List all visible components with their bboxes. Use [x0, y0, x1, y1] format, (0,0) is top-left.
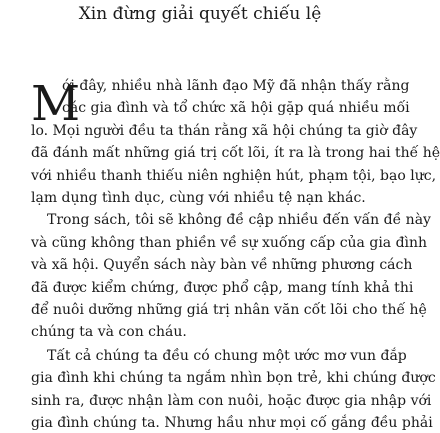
text-line: đã đánh mất những giá trị cốt lõi, ít ra là trong hai thế hệ	[31, 145, 440, 161]
text-line: Tất cả chúng ta đều có chung một ước mơ vun đắp	[47, 348, 407, 364]
text-line: đã được kiểm chứng, được phổ cập, mang tính khả thi	[31, 280, 414, 296]
text-line: ới đây, nhiều nhà lãnh đạo Mỹ đã nhận thấy rằng	[62, 78, 410, 94]
text-line: và xã hội. Quyển sách này bàn về những phương cách	[31, 257, 413, 273]
text-line: để nuôi dưỡng những giá trị nhân văn cốt lõi cho thế hệ	[31, 302, 427, 318]
text-line: chúng ta và con cháu.	[31, 324, 187, 340]
text-line: gia đình khi chúng ta ngắm nhìn bọn trẻ, khi chúng được	[31, 370, 436, 386]
text-line: lo. Mọi người đều ta thán rằng xã hội chúng ta giờ đây	[31, 123, 418, 139]
text-line: gia đình chúng ta. Nhưng hầu như mọi cố gắng đều phải	[31, 415, 433, 431]
drop-cap: M	[31, 76, 81, 132]
text-line: với nhiều thanh thiếu niên nghiện hút, phạm tội, bạo lực,	[31, 168, 437, 184]
text-line: và cũng không than phiền về sự xuống cấp của gia đình	[31, 235, 428, 251]
text-line: lạm dụng tình dục, cùng với nhiều tệ nạn khác.	[31, 190, 366, 206]
chapter-title: Xin đừng giải quyết chiếu lệ	[78, 4, 322, 24]
text-line: các gia đình và tổ chức xã hội gặp quá nhiều mối	[62, 100, 410, 116]
text-line: sinh ra, được nhận làm con nuôi, hoặc được gia nhập với	[31, 393, 432, 409]
text-line: Trong sách, tôi sẽ không đề cập nhiều đến vấn đề này	[47, 212, 431, 228]
